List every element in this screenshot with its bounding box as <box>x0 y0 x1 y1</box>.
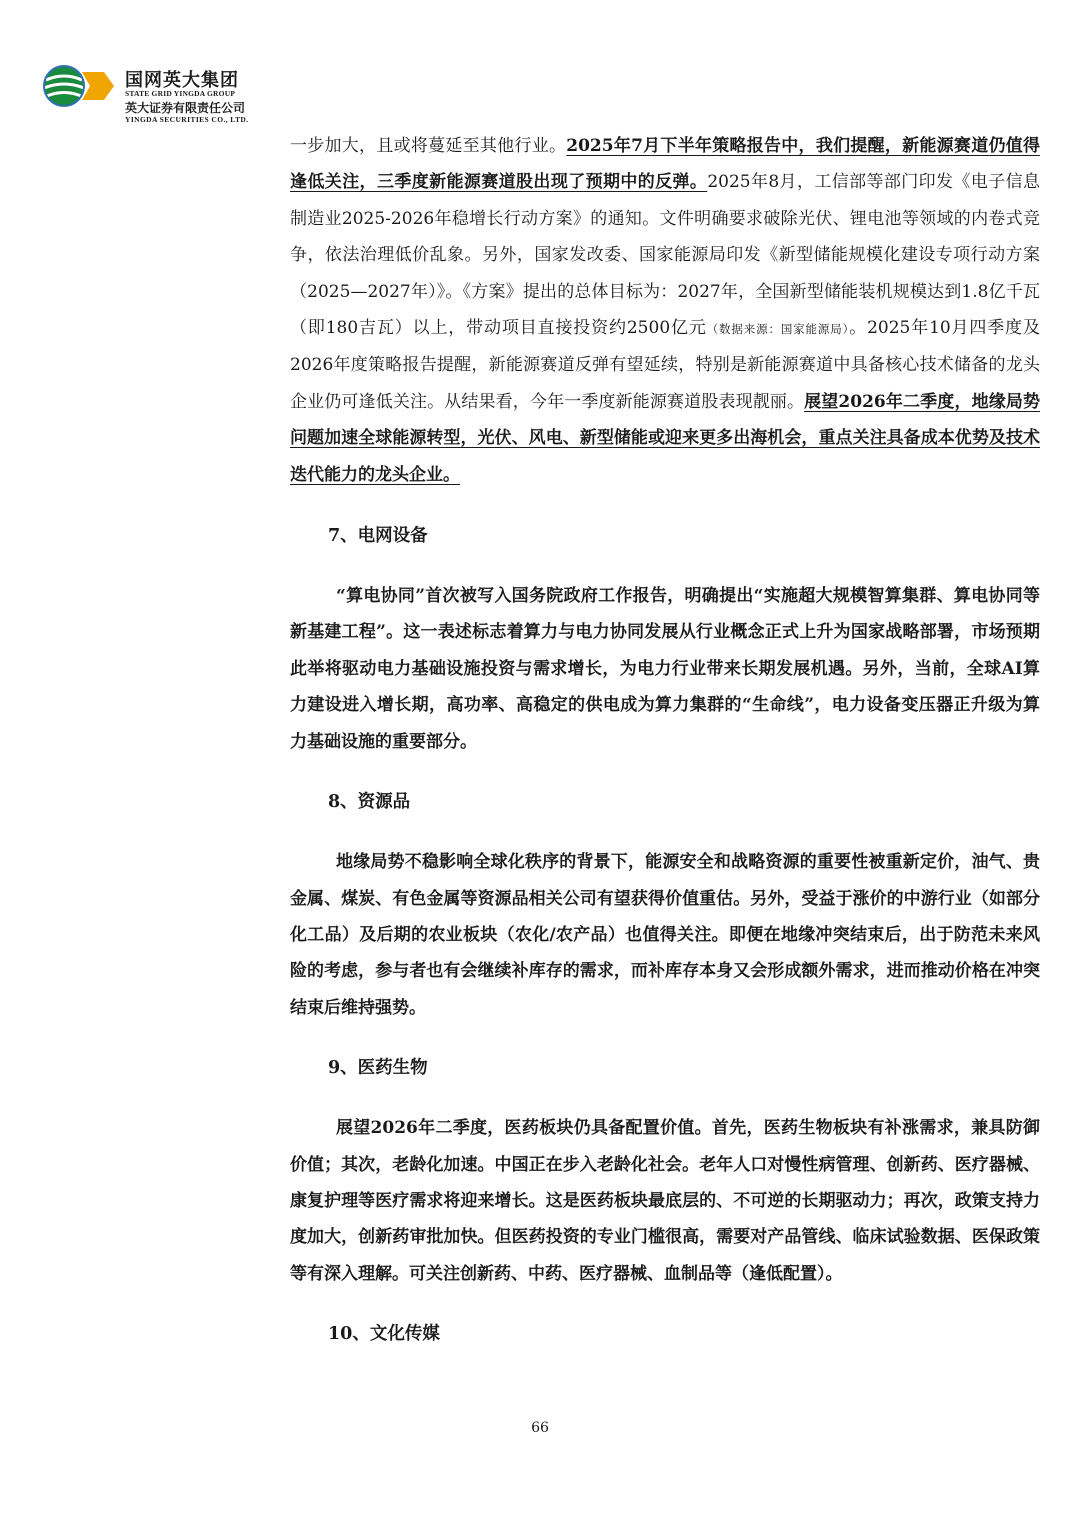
company-logo <box>42 64 292 128</box>
logo-company-name-en: YINGDA SECURITIES CO., LTD. <box>125 115 249 124</box>
section-body-8: 地缘局势不稳影响全球化秩序的背景下，能源安全和战略资源的重要性被重新定价，油气、贵金属、煤炭、有色金属等资源品相关公司有望获得价值重估。另外，受益于涨价的中游行业（如部分化工品）及后期的农业板块（农化/农产品）也值得关注。即便在地缘冲突结束后，出于防范未来风险的考虑，参与者也有会继续补库存的需求，而补库存本身又会形成额外需求，进而推动价格在冲突结束后维持强势。 <box>290 852 1040 1018</box>
section-heading-9: 9、医药生物 <box>328 1058 428 1079</box>
logo-group-name: 国网英大集团 <box>125 70 239 91</box>
data-source-note: （数据来源：国家能源局） <box>706 322 850 337</box>
logo-company-name: 英大证券有限责任公司 <box>125 101 246 115</box>
section-heading-7: 7、电网设备 <box>328 526 428 547</box>
intro-text-3: 。2025年10月四季度及2026年度策略报告提醒，新能源赛道反弹有望延续，特别是新能源赛道中具备核心技术储备的龙头企业仍可逢低关注。从结果看，今年一季度新能源赛道股表现靓丽。 <box>290 318 1040 412</box>
intro-paragraph <box>290 128 1040 493</box>
section-body-7: “算电协同”首次被写入国务院政府工作报告，明确提出“实施超大规模智算集群、算电协同等新基建工程”。这一表述标志着算力与电力协同发展从行业概念正式上升为国家战略部署，市场预期此举将驱动电力基础设施投资与需求增长，为电力行业带来长期发展机遇。另外，当前，全球AI算力建设进入增长期，高功率、高稳定的供电成为算力集群的“生命线”，电力设备变压器正升级为算力基础设施的重要部分。 <box>290 586 1040 752</box>
section-heading-10: 10、文化传媒 <box>328 1324 440 1345</box>
logo-group-name-en: STATE GRID YINGDA GROUP <box>125 89 236 98</box>
section-heading-8: 8、资源品 <box>328 792 411 813</box>
intro-text-2: 2025年8月，工信部等部门印发《电子信息制造业2025-2026年稳增长行动方案》的通知。文件明确要求破除光伏、锂电池等领域的内卷式竞争，依法治理低价乱象。另外，国家发改委、国家能源局印发《新型储能规模化建设专项行动方案（2025—2027年）》。《方案》提出的总体目标为：2027年，全国新型储能装机规模达到1.8亿千瓦（即180吉瓦）以上，带动项目直接投资约2500亿元 <box>290 172 1040 339</box>
globe-arrow-icon <box>42 64 120 108</box>
intro-text-1: 一步加大，且或将蔓延至其他行业。 <box>290 136 567 156</box>
page-number: 66 <box>531 1420 549 1436</box>
intro-underlined-2: 展望2026年二季度，地缘局势问题加速全球能源转型，光伏、风电、新型储能或迎来更多出海机会，重点关注具备成本优势及技术迭代能力的龙头企业。 <box>290 391 1040 485</box>
document-body <box>290 128 1040 1352</box>
section-body-9: 展望2026年二季度，医药板块仍具备配置价值。首先，医药生物板块有补涨需求，兼具防御价值；其次，老龄化加速。中国正在步入老龄化社会。老年人口对慢性病管理、创新药、医疗器械、康复护理等医疗需求将迎来增长。这是医药板块最底层的、不可逆的长期驱动力；再次，政策支持力度加大，创新药审批加快。但医药投资的专业门槛很高，需要对产品管线、临床试验数据、医保政策等有深入理解。可关注创新药、中药、医疗器械、血制品等（逢低配置）。 <box>290 1118 1040 1284</box>
intro-underlined-1: 2025年7月下半年策略报告中，我们提醒，新能源赛道仍值得逢低关注，三季度新能源赛道股出现了预期中的反弹。 <box>290 136 1040 193</box>
